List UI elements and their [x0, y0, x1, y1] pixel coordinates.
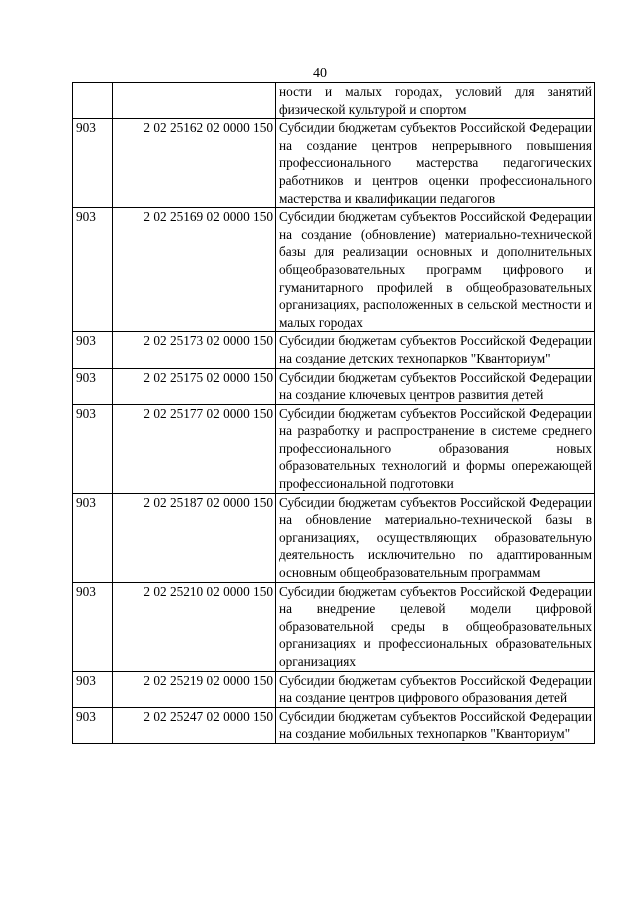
admin-code-cell: 903 — [73, 493, 113, 582]
budget-code-cell: 2 02 25187 02 0000 150 — [113, 493, 276, 582]
budget-code-cell: 2 02 25173 02 0000 150 — [113, 332, 276, 368]
budget-code-cell — [113, 83, 276, 119]
budget-code-cell: 2 02 25169 02 0000 150 — [113, 208, 276, 332]
admin-code-cell: 903 — [73, 119, 113, 208]
admin-code-cell: 903 — [73, 208, 113, 332]
description-cell: Субсидии бюджетам субъектов Российской Федерации на внедрение целевой модели цифровой образовательной среды в общеобразовательных организациях и профессиональных образовательных организациях — [276, 582, 595, 671]
table-row — [73, 332, 595, 368]
table-row — [73, 404, 595, 493]
budget-code-cell: 2 02 25210 02 0000 150 — [113, 582, 276, 671]
description-cell: Субсидии бюджетам субъектов Российской Федерации на создание мобильных технопарков "Кванториум" — [276, 707, 595, 743]
admin-code-cell: 903 — [73, 582, 113, 671]
admin-code-cell: 903 — [73, 368, 113, 404]
table-row — [73, 83, 595, 119]
table-row — [73, 493, 595, 582]
description-cell: Субсидии бюджетам субъектов Российской Федерации на создание центров непрерывного повышения профессионального мастерства педагогических работников и центров оценки профессионального мастерства и квалификации педагогов — [276, 119, 595, 208]
admin-code-cell: 903 — [73, 671, 113, 707]
description-cell: Субсидии бюджетам субъектов Российской Федерации на создание детских технопарков "Кванториум" — [276, 332, 595, 368]
description-cell: Субсидии бюджетам субъектов Российской Федерации на создание центров цифрового образования детей — [276, 671, 595, 707]
budget-code-cell: 2 02 25162 02 0000 150 — [113, 119, 276, 208]
budget-code-cell: 2 02 25219 02 0000 150 — [113, 671, 276, 707]
budget-code-cell: 2 02 25175 02 0000 150 — [113, 368, 276, 404]
admin-code-cell: 903 — [73, 707, 113, 743]
description-cell: Субсидии бюджетам субъектов Российской Федерации на создание (обновление) материально-технической базы для реализации основных и дополнительных общеобразовательных программ цифрового и гуманитарного профилей в общеобразовательных организациях, расположенных в сельской местности и малых городах — [276, 208, 595, 332]
budget-code-table — [72, 82, 595, 744]
description-cell: ности и малых городах, условий для занятий физической культурой и спортом — [276, 83, 595, 119]
admin-code-cell: 903 — [73, 332, 113, 368]
description-cell: Субсидии бюджетам субъектов Российской Федерации на обновление материально-технической базы в организациях, осуществляющих образовательную деятельность исключительно по адаптированным основным общеобразовательным программам — [276, 493, 595, 582]
budget-code-cell: 2 02 25177 02 0000 150 — [113, 404, 276, 493]
page-number: 40 — [313, 66, 327, 81]
table-row — [73, 368, 595, 404]
description-cell: Субсидии бюджетам субъектов Российской Федерации на создание ключевых центров развития детей — [276, 368, 595, 404]
description-cell: Субсидии бюджетам субъектов Российской Федерации на разработку и распространение в системе среднего профессионального образования новых образовательных технологий и формы опережающей профессиональной подготовки — [276, 404, 595, 493]
table-row — [73, 671, 595, 707]
table-row — [73, 208, 595, 332]
table-row — [73, 707, 595, 743]
table-row — [73, 582, 595, 671]
admin-code-cell: 903 — [73, 404, 113, 493]
budget-code-cell: 2 02 25247 02 0000 150 — [113, 707, 276, 743]
admin-code-cell — [73, 83, 113, 119]
table-row — [73, 119, 595, 208]
